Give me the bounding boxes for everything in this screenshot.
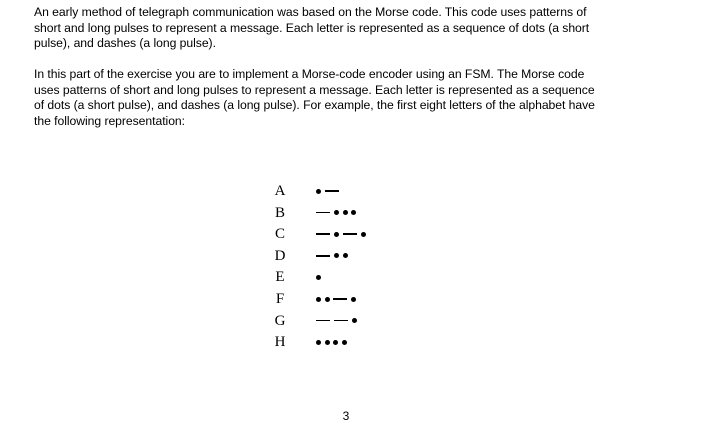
dot-symbol <box>333 340 338 345</box>
morse-code <box>316 311 361 331</box>
dash-symbol <box>316 255 330 257</box>
morse-letter: F <box>275 291 285 307</box>
dash-symbol <box>316 320 330 322</box>
dot-symbol <box>325 297 330 302</box>
dot-symbol <box>361 232 366 237</box>
morse-letter: E <box>275 269 285 286</box>
morse-code <box>316 224 369 244</box>
paragraph-line: of dots (a short pulse), and dashes (a long pulse). For example, the first eight letters of the alphabet have <box>34 98 595 112</box>
intro-paragraph <box>34 5 589 52</box>
morse-code <box>316 203 360 223</box>
page-number: 3 <box>342 409 350 423</box>
dash-symbol <box>343 233 357 235</box>
dot-symbol <box>325 340 330 345</box>
morse-row <box>268 246 408 266</box>
dot-symbol <box>316 297 321 302</box>
paragraph-line: uses patterns of short and long pulses to represent a message. Each letter is represented as a sequence <box>34 82 595 97</box>
morse-row <box>268 267 408 287</box>
morse-code <box>316 181 343 201</box>
morse-letter: A <box>274 183 286 199</box>
dot-symbol <box>316 189 321 194</box>
dot-symbol <box>343 253 348 258</box>
paragraph-line: pulse), and dashes (a long pulse). <box>34 36 216 50</box>
morse-code <box>316 246 351 266</box>
morse-code <box>316 267 325 287</box>
morse-letter: B <box>274 204 285 221</box>
morse-letter: D <box>274 247 286 264</box>
dash-symbol <box>333 298 347 300</box>
dash-symbol <box>325 190 339 192</box>
dot-symbol <box>352 318 357 323</box>
morse-row <box>268 203 408 223</box>
morse-letter: G <box>274 312 286 329</box>
morse-row <box>268 289 408 309</box>
morse-row <box>268 332 408 352</box>
paragraph-line: the following representation: <box>34 113 185 128</box>
dot-symbol <box>334 232 339 237</box>
morse-row <box>268 181 408 201</box>
morse-letter: H <box>274 334 286 351</box>
exercise-paragraph <box>34 67 595 129</box>
paragraph-line: In this part of the exercise you are to implement a Morse-code encoder using an FSM. The Morse code <box>34 67 585 81</box>
dash-symbol <box>334 320 348 322</box>
dot-symbol <box>351 297 356 302</box>
dot-symbol <box>316 275 321 280</box>
dot-symbol <box>334 210 339 215</box>
paragraph-line: An early method of telegraph communication was based on the Morse code. This code uses patterns of <box>34 5 587 19</box>
morse-code <box>316 332 350 352</box>
morse-row <box>268 224 408 244</box>
dot-symbol <box>334 253 339 258</box>
dot-symbol <box>343 210 348 215</box>
dash-symbol <box>316 233 330 235</box>
dot-symbol <box>316 340 321 345</box>
morse-letter: C <box>274 226 285 243</box>
dot-symbol <box>342 340 347 345</box>
paragraph-line: short and long pulses to represent a message. Each letter is represented as a sequence of dots (a short <box>34 20 590 35</box>
morse-row <box>268 311 408 331</box>
morse-code <box>316 289 360 309</box>
dash-symbol <box>316 212 330 214</box>
dot-symbol <box>351 210 356 215</box>
